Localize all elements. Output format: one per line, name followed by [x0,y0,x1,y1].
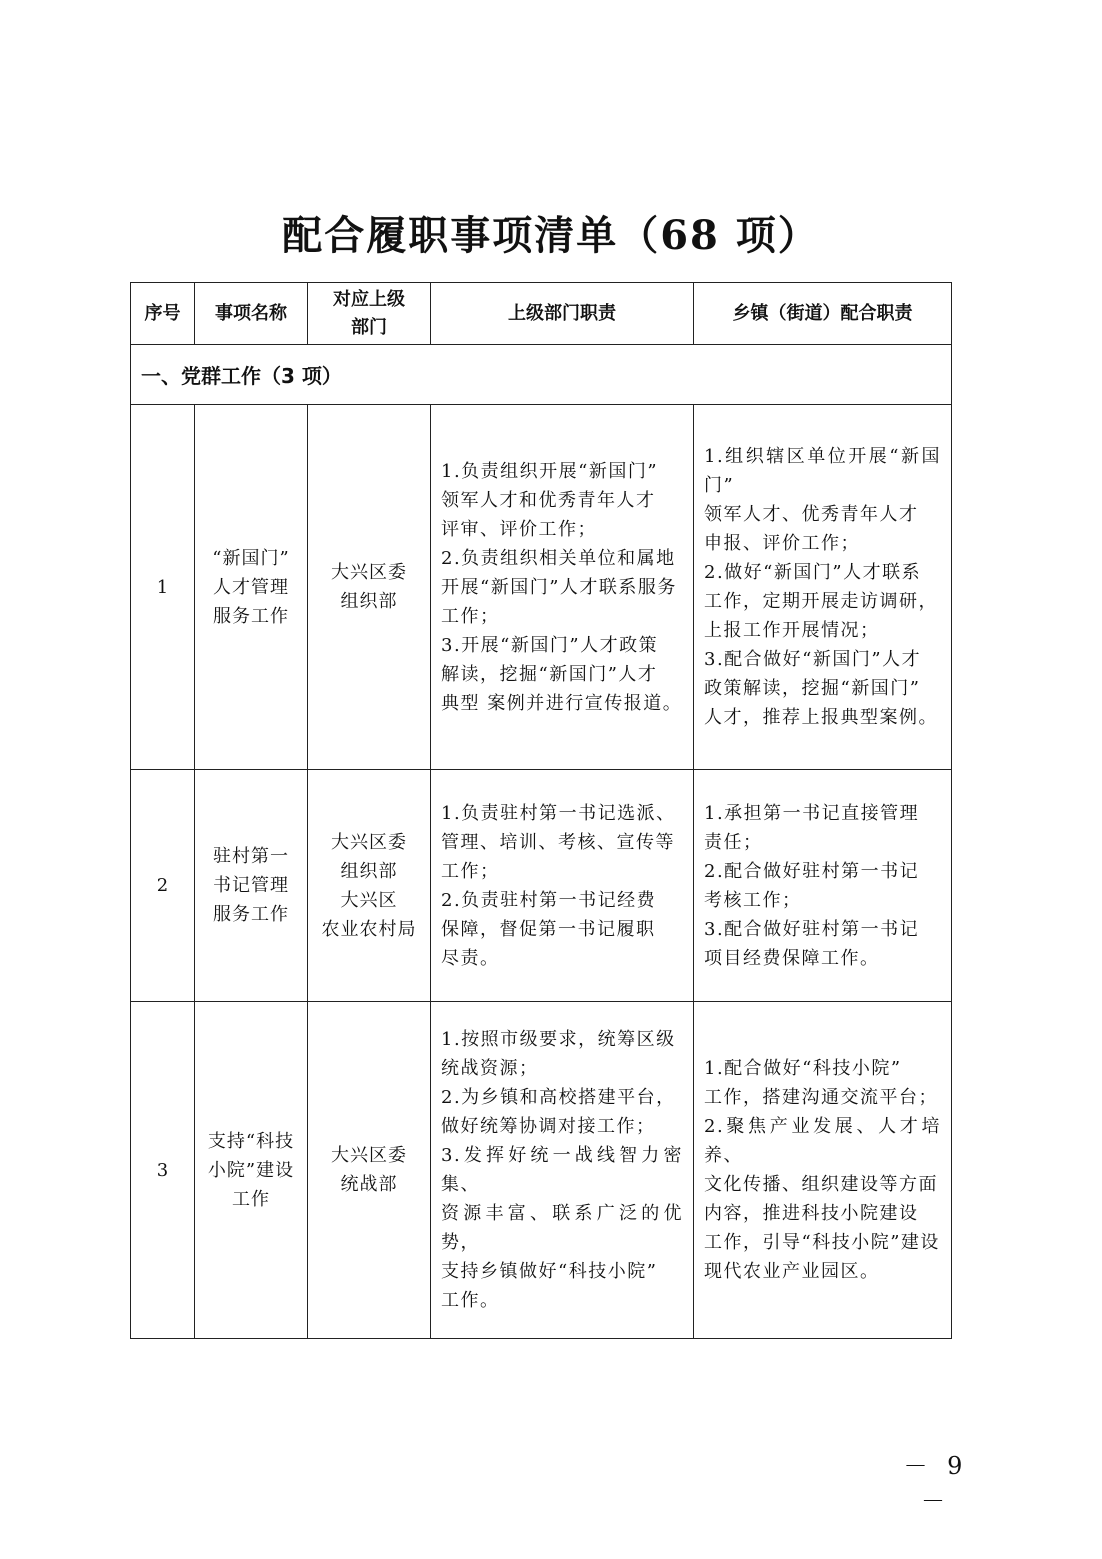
row-town-duty-line: 1.配合做好“科技小院” [704,1058,902,1079]
row-upper-duty-line: 2.负责驻村第一书记经费 [441,889,657,911]
row-town-duty [694,405,952,770]
row-town-duty-line: 责任； [704,831,763,853]
row-town-duty-line: 工作，搭建沟通交流平台； [704,1087,938,1108]
row-town-duty-line: 上报工作开展情况； [704,620,880,641]
row-dept [308,770,431,1002]
row-town-duty-line: 领军人才、优秀青年人才 [704,504,919,525]
table-row [131,770,952,1002]
section-title: 一、党群工作（3 项） [131,345,952,405]
duty-list-table [130,282,952,1339]
row-upper-duty-line: 开展“新国门”人才联系服务 [441,576,677,598]
row-upper-duty-line: 统战资源； [441,1058,539,1079]
row-upper-duty-line: 尽责。 [441,947,500,969]
row-town-duty-line: 文化传播、组织建设等方面 [704,1174,938,1195]
row-upper-duty-line: 2.负责组织相关单位和属地 [441,547,676,569]
row-upper-duty-line: 1.负责驻村第一书记选派、 [441,802,676,824]
row-upper-duty-line: 典型 案例并进行宣传报道。 [441,692,683,714]
row-town-duty-line: 政策解读，挖掘“新国门” [704,678,921,699]
row-upper-duty-line: 工作； [441,860,500,882]
row-item-name-line: “新国门” [212,547,290,569]
table-header-row [131,283,952,345]
row-town-duty-line: 申报、评价工作； [704,533,860,554]
header-dept-line2: 部门 [351,316,387,338]
row-upper-duty-line: 保障，督促第一书记履职 [441,918,656,940]
row-town-duty-line: 内容，推进科技小院建设 [704,1203,919,1224]
row-item-name [195,770,308,1002]
row-town-duty-line: 3.配合做好驻村第一书记 [704,918,920,940]
row-item-name-line: 驻村第一 [213,846,289,867]
row-town-duty-line: 现代农业产业园区。 [704,1261,880,1282]
row-upper-duty-line: 3.开展“新国门”人才政策 [441,634,659,656]
row-upper-duty-line: 领军人才和优秀青年人才 [441,489,656,511]
row-dept-line: 组织部 [340,591,398,612]
row-town-duty-line: 人才，推荐上报典型案例。 [704,707,938,728]
row-item-name-line: 服务工作 [213,904,289,925]
row-dept [308,1002,431,1339]
row-town-duty-line: 考核工作； [704,889,802,911]
row-town-duty-line: 2.做好“新国门”人才联系 [704,562,922,583]
row-town-duty-line: 1.组织辖区单位开展“新国门” [704,446,941,496]
row-town-duty-line: 工作，定期开展走访调研， [704,591,938,612]
row-item-name-line: 工作 [232,1188,270,1210]
row-town-duty-line: 工作，引导“科技小院”建设 [704,1232,940,1253]
table-row [131,405,952,770]
row-upper-duty [431,770,694,1002]
row-item-name-line: 支持“科技 [207,1130,295,1152]
header-dept [308,283,431,345]
row-upper-duty-line: 2.为乡镇和高校搭建平台， [441,1087,676,1108]
row-town-duty-line: 3.配合做好“新国门”人才 [704,649,922,670]
row-dept-line: 大兴区委 [331,562,407,583]
row-item-name-line: 小院”建设 [207,1159,295,1181]
header-town-duty: 乡镇（街道）配合职责 [694,283,952,345]
table-row [131,1002,952,1339]
row-dept-line: 农业农村局 [321,918,417,940]
row-upper-duty-line: 工作； [441,605,500,627]
row-town-duty-line: 2.配合做好驻村第一书记 [704,860,920,882]
row-upper-duty-line: 解读，挖掘“新国门”人才 [441,663,658,685]
row-upper-duty-line: 3.发挥好统一战线智力密集、 [441,1145,683,1195]
row-town-duty [694,1002,952,1339]
row-upper-duty-line: 1.负责组织开展“新国门” [441,460,659,482]
row-seq: 3 [131,1002,195,1339]
header-dept-line1: 对应上级 [333,288,405,310]
section-row [131,345,952,405]
row-dept-line: 大兴区委 [331,831,407,853]
row-seq: 2 [131,770,195,1002]
row-town-duty-line: 1.承担第一书记直接管理 [704,802,920,824]
row-item-name-line: 服务工作 [213,605,289,627]
row-upper-duty-line: 工作。 [441,1290,500,1311]
row-town-duty [694,770,952,1002]
row-item-name [195,405,308,770]
row-dept [308,405,431,770]
row-upper-duty-line: 资源丰富、联系广泛的优势， [441,1203,683,1253]
row-upper-duty-line: 评审、评价工作； [441,518,597,540]
row-dept-line: 组织部 [340,860,398,882]
header-seq: 序号 [131,283,195,345]
row-upper-duty-line: 管理、培训、考核、宣传等 [441,831,675,853]
row-dept-line: 统战部 [340,1174,398,1195]
row-item-name-line: 人才管理 [213,576,289,598]
row-dept-line: 大兴区 [340,889,398,911]
header-upper-duty: 上级部门职责 [431,283,694,345]
row-dept-line: 大兴区委 [331,1145,407,1166]
row-seq: 1 [131,405,195,770]
row-upper-duty-line: 1.按照市级要求，统筹区级 [441,1029,676,1050]
header-name: 事项名称 [195,283,308,345]
row-item-name [195,1002,308,1339]
row-item-name-line: 书记管理 [213,875,289,896]
page-title: 配合履职事项清单（68 项） [282,212,820,259]
row-upper-duty-line: 支持乡镇做好“科技小院” [441,1261,658,1282]
row-upper-duty-line: 做好统筹协调对接工作； [441,1116,656,1137]
row-upper-duty [431,405,694,770]
row-town-duty-line: 项目经费保障工作。 [704,947,880,969]
row-upper-duty [431,1002,694,1339]
page-number: － 9 － [903,1452,969,1515]
row-town-duty-line: 2.聚焦产业发展、人才培养、 [704,1116,941,1166]
